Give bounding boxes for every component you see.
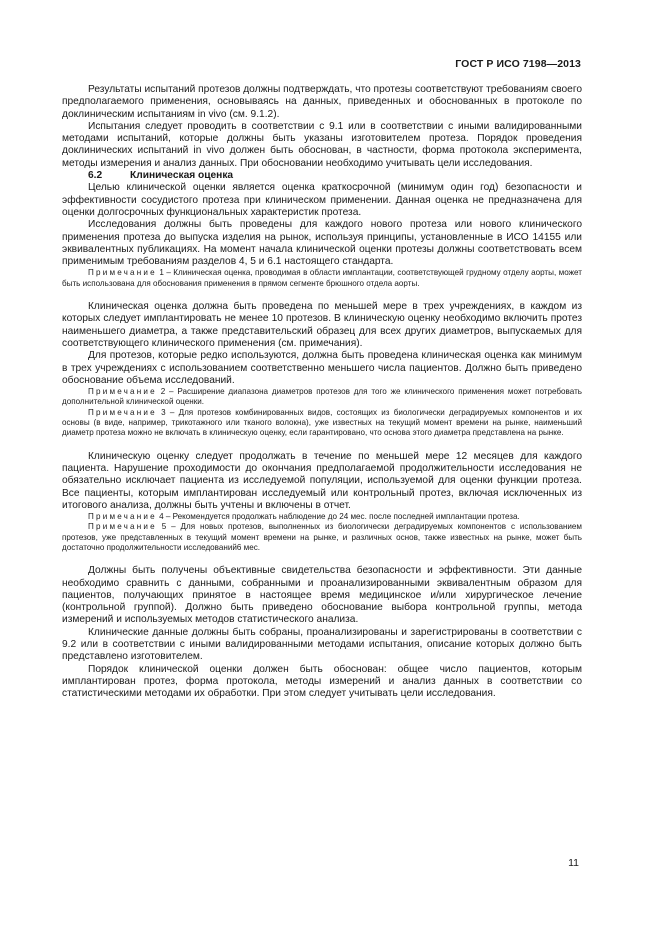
note-number: 2 xyxy=(160,387,166,397)
note-label: Примечание xyxy=(88,387,157,397)
note-label: Примечание xyxy=(88,407,157,417)
note xyxy=(62,387,582,408)
section-title: Клиническая оценка xyxy=(130,170,234,182)
note-text: – Расширение диапазона диаметров протезов для того же клинического применения может потребовать дополнительной клинической оценки. xyxy=(62,387,582,407)
paragraph: Клиническую оценку следует продолжать в течение по меньшей мере 12 месяцев для каждого пациента. Нарушение проходимости до окончания предполагаемой продолжительности исследования не обязательно исключает пациента из исследуемой популяции, используемой для оценки функции протеза. Все пациенты, которым имплантирован исследуемый или контрольный протез, включая исключенных из итогового анализа, должны быть учтены и включены в отчет. xyxy=(62,450,582,511)
note xyxy=(62,522,582,553)
paragraph: Должны быть получены объективные свидетельства безопасности и эффективности. Эти данные необходимо сравнить с данными, собранными и проанализированными эквивалентным образом для пациентов, получающих принятое в настоящее время медицинское и/или хирургическое лечение (контрольной группой). Должно быть приведено обоснование выбора контрольной группы, метода измерений и используемых методов статистического анализа. xyxy=(62,565,582,626)
page-number: 11 xyxy=(568,857,579,869)
section-heading xyxy=(62,170,582,182)
paragraph: Исследования должны быть проведены для каждого нового протеза или нового клинического применения протеза до выпуска изделия на рынок, используя принципы, установленные в ИСО 14155 или эквивалентных публикациях. На момент начала клинической оценки протезы должны соответствовать всем применимым требованиям разделов 4, 5 и 6.1 настоящего стандарта. xyxy=(62,219,582,268)
note xyxy=(62,408,582,439)
paragraph: Клиническая оценка должна быть проведена по меньшей мере в трех учреждениях, в каждом из которых следует имплантировать не менее 10 протезов. В клиническую оценку необходимо включить протез наименьшего диаметра, а также представительский образец для всех других диаметров, выпускаемых для соответствующего клинического применения (см. примечания). xyxy=(62,301,582,349)
note-number: 5 xyxy=(161,522,167,532)
paragraph: Результаты испытаний протезов должны подтверждать, что протезы соответствуют требованиям своего предполагаемого применения, основываясь на данных, приведенных и обоснованных в протоколе по доклиническим испытаниям in vivo (см. 9.1.2). xyxy=(62,84,583,120)
note-text: – Для протезов комбинированных видов, состоящих из биологически деградируемых компонентов и их основы (в виде, например, трикотажного или тканого волокна), уже известных на текущий момент времени на рынке, наименьший диаметр протеза можно не включать в клиническую оценку, если гарантировано, что основа этого диаметра представлена на рынке. xyxy=(62,407,583,438)
paragraph: Испытания следует проводить в соответствии с 9.1 или в соответствии с иными валидированными методами испытаний, которые должны быть указаны изготовителем протеза. Порядок проведения доклинических испытаний in vivo должен быть обоснован, в частности, форма протокола эксперимента, методы измерения и анализ данных. При обосновании необходимо учитывать цели исследования. xyxy=(62,120,582,169)
paragraph: Для протезов, которые редко используются, должна быть проведена клиническая оценка как минимум в трех учреждениях с использованием соответственно меньшего числа пациентов. Должно быть приведено обоснование объема исследований. xyxy=(62,350,582,386)
note-text: – Рекомендуется продолжать наблюдение до 24 мес. после последней имплантации протеза. xyxy=(163,512,520,522)
note xyxy=(62,512,582,522)
section-number: 6.2 xyxy=(88,170,103,182)
note-number: 1 xyxy=(159,268,164,278)
note-text: – Клиническая оценка, проводимая в области имплантации, соответствующей грудному отделу аорты, может быть использована для обоснования применения в прямом сегменте брюшного отдела аорты. xyxy=(62,268,582,288)
note-text: – Для новых протезов, выполненных из биологически деградируемых компонентов с использованием протезов, уже представленных в текущий момент времени на рынке, и различных основ, также известных на рынке, может быть достаточно продолжительности исследований6 мес. xyxy=(62,522,583,552)
note xyxy=(62,268,582,289)
note-label: Примечание xyxy=(88,512,157,522)
note-number: 4 xyxy=(159,512,164,522)
paragraph: Порядок клинической оценки должен быть обоснован: общее число пациентов, которым имплантирован протез, форма протокола, методы измерений и анализ данных в соответствии со статистическими методами их обработки. При этом следует учитывать цели исследования. xyxy=(62,663,582,700)
paragraph: Целью клинической оценки является оценка краткосрочной (минимум один год) безопасности и эффективности сосудистого протеза при клиническом применении. Данная оценка не предназначена для оценки долгосрочных функциональных характеристик протеза. xyxy=(62,182,582,218)
standard-header: ГОСТ Р ИСО 7198—2013 xyxy=(455,58,581,70)
page-content xyxy=(62,84,582,701)
note-number: 3 xyxy=(161,407,166,417)
note-label: Примечание xyxy=(88,268,157,278)
paragraph: Клинические данные должны быть собраны, проанализированы и зарегистрированы в соответствии с 9.2 или в соответствии с иными валидированными методами испытания, описание которых должно быть представлено изготовителем. xyxy=(62,626,582,663)
note-label: Примечание xyxy=(88,522,157,532)
